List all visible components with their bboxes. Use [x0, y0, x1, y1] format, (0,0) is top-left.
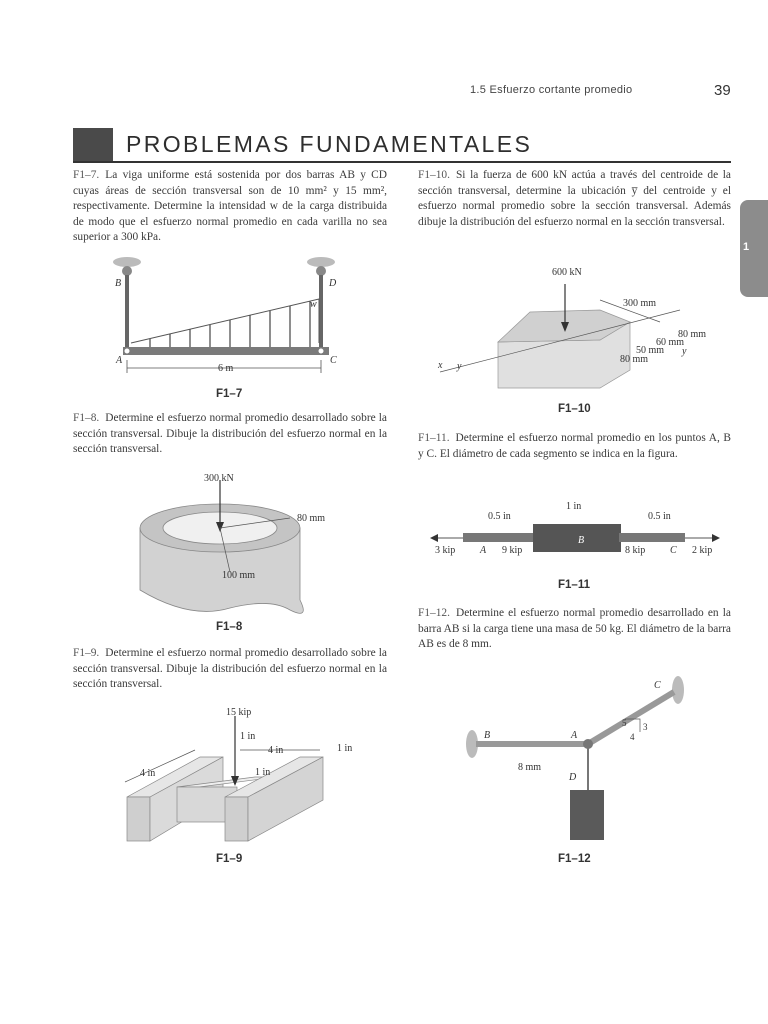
problem-text: Determine el esfuerzo normal promedio desarrollado sobre la sección transversal. Dibuje la distribución del esfuerzo normal en la sección transversal.	[73, 412, 387, 456]
label-f2: 9 kip	[502, 545, 523, 556]
figure-f1-9	[105, 702, 365, 850]
problem-number: F1–9.	[73, 647, 100, 659]
problem-f1-9	[73, 646, 387, 693]
label-d4: 4 in	[140, 768, 156, 779]
problem-number: F1–10.	[418, 169, 450, 181]
label-A: A	[116, 355, 123, 366]
label-d1: 300 mm	[623, 298, 657, 309]
title-rule	[73, 161, 731, 163]
figure-f1-12	[460, 672, 700, 847]
label-C: C	[330, 355, 337, 366]
label-A: A	[571, 730, 578, 741]
label-d2: 80 mm	[678, 329, 707, 340]
problem-text: Si la fuerza de 600 kN actúa a través del centroide de la sección transversal, determine la ubicación y̅ del centroide y el esfuerzo normal promedio sobre la sección transversal. Además dibuje la distribución del esfuerzo normal en la sección transversal.	[418, 169, 731, 228]
problem-text: La viga uniforme está sostenida por dos barras AB y CD cuyas áreas de sección transversal son de 10 mm² y 15 mm², respectivamente. Determine la intensidad w de la carga distribuida de modo que el esfuerzo normal promedio en cada varilla no sea superior a 300 kPa.	[73, 169, 387, 244]
label-d3: 60 mm	[656, 337, 685, 348]
chapter-tab-number: 1	[743, 241, 750, 253]
problem-text: Determine el esfuerzo normal promedio en los puntos A, B y C. El diámetro de cada segmento se indica en la figura.	[418, 432, 731, 460]
caption-f1-10: F1–10	[558, 403, 591, 415]
banner-square	[73, 128, 113, 161]
label-slope-3: 3	[643, 722, 648, 732]
caption-f1-9: F1–9	[216, 853, 243, 865]
label-f3: 8 kip	[625, 545, 646, 556]
label-inner-dim: 100 mm	[222, 570, 256, 581]
label-B: B	[578, 535, 585, 546]
caption-f1-8: F1–8	[216, 621, 243, 633]
caption-f1-7: F1–7	[216, 388, 243, 400]
label-B: B	[484, 730, 491, 741]
problem-f1-10	[418, 168, 731, 230]
label-outer-dim: 80 mm	[297, 513, 326, 524]
label-D: D	[569, 772, 577, 783]
label-d2: 4 in	[268, 745, 284, 756]
label-D: D	[329, 278, 337, 289]
label-d3: 1 in	[337, 743, 353, 754]
problem-number: F1–8.	[73, 412, 100, 424]
label-C: C	[670, 545, 677, 556]
problem-number: F1–7.	[73, 169, 100, 181]
label-d-mid: 1 in	[566, 501, 582, 512]
caption-f1-12: F1–12	[558, 853, 591, 865]
figure-f1-11	[430, 498, 730, 568]
running-head: 1.5 Esfuerzo cortante promedio	[470, 84, 633, 96]
figure-f1-7	[105, 255, 355, 380]
problem-text: Determine el esfuerzo normal promedio desarrollado sobre la sección transversal. Dibuje la distribución del esfuerzo normal en la sección transversal.	[73, 647, 387, 691]
label-load: 600 kN	[552, 267, 582, 278]
label-diameter: 8 mm	[518, 762, 542, 773]
caption-f1-11: F1–11	[558, 579, 590, 591]
label-load: 300 kN	[204, 473, 234, 484]
label-d1: 1 in	[240, 731, 256, 742]
problem-f1-7	[73, 168, 387, 246]
label-slope-4: 4	[630, 732, 635, 742]
label-d-right: 0.5 in	[648, 511, 671, 522]
label-A: A	[480, 545, 487, 556]
figure-f1-8	[130, 470, 370, 615]
label-span: 6 m	[218, 363, 234, 374]
label-d5: 80 mm	[620, 354, 649, 365]
label-d-left: 0.5 in	[488, 511, 511, 522]
label-f1: 3 kip	[435, 545, 456, 556]
label-d4: 50 mm	[636, 345, 665, 356]
label-w: w	[310, 299, 317, 310]
label-y: y	[457, 361, 462, 372]
problem-number: F1–12.	[418, 607, 450, 619]
problem-f1-12	[418, 606, 731, 653]
section-title: PROBLEMAS FUNDAMENTALES	[126, 131, 533, 157]
problem-number: F1–11.	[418, 432, 450, 444]
figure-f1-10	[430, 262, 720, 397]
problem-f1-11	[418, 431, 731, 462]
problem-f1-8	[73, 411, 387, 458]
label-y-axis: y	[682, 346, 687, 357]
label-C: C	[654, 680, 661, 691]
label-f4: 2 kip	[692, 545, 713, 556]
label-B: B	[115, 278, 122, 289]
label-load: 15 kip	[226, 707, 252, 718]
problem-text: Determine el esfuerzo normal promedio desarrollado en la barra AB si la carga tiene una masa de 50 kg. El diámetro de la barra AB es de 8 mm.	[418, 607, 731, 651]
page-number: 39	[714, 82, 731, 99]
label-slope-5: 5	[622, 718, 627, 728]
label-x: x	[438, 360, 443, 371]
label-d5: 1 in	[255, 767, 271, 778]
